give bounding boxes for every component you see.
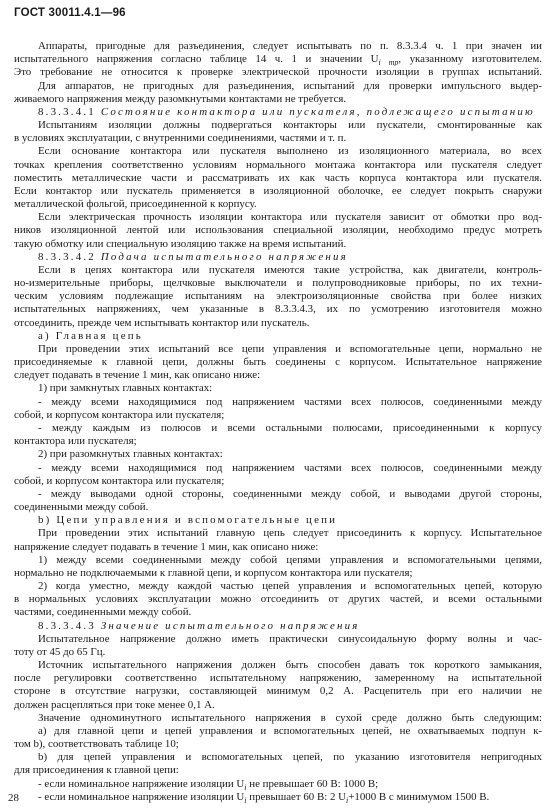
document-body <box>14 40 542 804</box>
text-fragment: - между всеми находящимися под напряжением частями всех полюсов, соединенными между <box>38 461 542 474</box>
text-fragment: том b), соответствовать таблице 10; <box>14 738 179 751</box>
text-fragment: но-измерительные приборы, щелчковые выключатели и полупроводниковые приборы, по их техни- <box>14 277 542 290</box>
text-fragment: 2) когда уместно, между каждой частью цепей управления и вспомогательных цепей, которую <box>38 580 542 593</box>
text-fragment: 1) при замкнутых главных контактах: <box>38 382 213 395</box>
text-line <box>14 53 542 66</box>
text-fragment: +1000 В с минимумом 1500 В. <box>348 790 490 803</box>
text-line <box>14 541 542 554</box>
text-line <box>14 593 542 606</box>
text-line <box>14 93 542 106</box>
text-line <box>14 145 542 158</box>
text-line <box>14 475 542 488</box>
text-line <box>14 277 542 290</box>
text-line <box>14 369 542 382</box>
text-fragment: Значение одноминутного испытательного напряжения в сухой среде должно быть следующим: <box>38 711 542 724</box>
text-line <box>14 303 542 316</box>
text-line <box>14 317 542 330</box>
text-fragment: Для аппаратов, не пригодных для разъединения, испытаний для проверки импульсного выдер- <box>38 79 542 92</box>
text-line <box>14 778 542 791</box>
text-fragment: должен расцепляться при токе менее 0,1 А. <box>14 698 215 711</box>
text-fragment: Аппараты, пригодные для разъединения, следует испытывать по п. 8.3.3.4 ч. 1 при значен ии <box>38 40 542 52</box>
page-number: 28 <box>8 792 19 804</box>
text-fragment: а) для главной цепи и цепей управления и вспомогательных цепей, не охватываемых подпун к- <box>38 724 542 737</box>
text-line <box>14 685 542 698</box>
subscript: i mp <box>378 58 399 67</box>
text-line <box>14 330 542 343</box>
text-fragment: живаемого напряжения между разомкнутыми контактами не требуется. <box>14 92 347 105</box>
text-line <box>14 251 542 264</box>
text-line <box>14 791 542 804</box>
text-fragment: собой, и корпусом контактора или пускателя; <box>14 408 225 421</box>
text-line <box>14 422 542 435</box>
text-fragment: Испытаниям изоляции должны подвергаться контакторы или пускатели, смонтированные как <box>38 119 542 132</box>
text-fragment: такую обмотку или специальную изоляцию также на время испытаний. <box>14 237 347 250</box>
text-line <box>14 159 542 172</box>
text-fragment: поместить металлические части и рассматривать их как часть корпуса контактора или пускателя. <box>14 171 542 184</box>
text-line <box>14 356 542 369</box>
text-fragment: точках крепления соответственно условиям нормального монтажа контактора или пускателя следует <box>14 158 542 171</box>
text-line <box>14 132 542 145</box>
text-fragment: превышает 60 В: 2 U <box>246 790 347 803</box>
text-fragment: Значение испытательного напряжения <box>100 619 360 632</box>
text-line <box>14 606 542 619</box>
text-fragment: ников изоляционной лентой или использования специальной изоляции, необходимо предус мотреть <box>14 224 542 237</box>
text-fragment: соединенными между собой. <box>14 501 149 514</box>
text-fragment: собой, и корпусом контактора или пускателя; <box>14 474 225 487</box>
text-line <box>14 764 542 777</box>
text-fragment: Если в цепях контактора или пускателя имеются такие устройства, как двигатели, контроль- <box>38 263 542 276</box>
text-fragment: При проведении этих испытаний все цепи управления и вспомогательные цепи, нормально не <box>38 342 542 355</box>
subscript: i <box>244 795 247 804</box>
text-line <box>14 527 542 540</box>
text-fragment: - между каждым из полюсов и всеми остальными полюсами, присоединенными к корпусу <box>38 421 542 434</box>
text-fragment: 8.3.3.4.2 <box>38 250 101 263</box>
text-line <box>14 712 542 725</box>
text-line <box>14 211 542 224</box>
text-fragment: Это требование не относится к проверке электрической прочности изоляции в группах испытаний. <box>14 66 542 79</box>
text-line <box>14 172 542 185</box>
text-line <box>14 290 542 303</box>
text-fragment: ческим условиям подлежащие испытаниям на электроизоляционные свойства при более низких <box>14 290 542 303</box>
text-fragment: 2) при разомкнутых главных контактах: <box>38 448 223 461</box>
text-fragment: частями, соединенными между собой. <box>14 606 192 619</box>
subscript: i <box>346 795 349 804</box>
text-fragment: а) Главная цепь <box>38 329 143 342</box>
text-fragment: Испытательное напряжение должно иметь практически синусоидальную форму волны и час- <box>38 632 542 645</box>
text-line <box>14 343 542 356</box>
text-line <box>14 448 542 461</box>
text-line <box>14 725 542 738</box>
text-line <box>14 514 542 527</box>
text-line <box>14 382 542 395</box>
text-line <box>14 488 542 501</box>
text-fragment: При проведении этих испытаний главную цепь следует присоединить к корпусу. Испытательное <box>38 527 542 540</box>
text-fragment: тоту от 45 до 65 Гц. <box>14 645 106 658</box>
text-line <box>14 185 542 198</box>
text-fragment: не превышает 60 В: 1000 В; <box>246 777 379 790</box>
text-line <box>14 264 542 277</box>
text-fragment: - если номинальное напряжение изоляции U <box>38 777 245 790</box>
text-fragment: Если контактор или пускатель применяется в изоляционной оболочке, ее следует покрыть снаружи <box>14 184 542 197</box>
text-fragment: после регулировки соответственно испытательному напряжению, замеренному на испытательной <box>14 672 542 685</box>
text-line <box>14 238 542 251</box>
text-fragment: испытательного напряжения согласно таблице 14 ч. 1 и значении U <box>14 53 379 66</box>
text-line <box>14 66 542 79</box>
text-fragment: Источник испытательного напряжения должен быть способен давать ток короткого замыкания, <box>38 659 542 672</box>
text-fragment: отсоединить, прежде чем испытывать контактор или пускатель. <box>14 316 310 329</box>
text-fragment: присоединяемые к главной цепи, должны быть соединены с корпусом. Испытательное напряжение <box>14 356 542 369</box>
text-line <box>14 106 542 119</box>
text-line <box>14 409 542 422</box>
text-fragment: - между всеми находящимися под напряжением частями всех полюсов, соединенными между <box>38 395 542 408</box>
text-line <box>14 435 542 448</box>
text-fragment: Подача испытательного напряжения <box>100 250 348 263</box>
text-line <box>14 567 542 580</box>
subscript: i <box>244 782 247 791</box>
text-fragment: контактора или пускателя; <box>14 435 137 448</box>
text-line <box>14 224 542 237</box>
text-line <box>14 554 542 567</box>
text-fragment: напряжение следует подавать в течение 1 мин, как описано ниже: <box>14 540 319 553</box>
text-line <box>14 633 542 646</box>
text-line <box>14 119 542 132</box>
text-line <box>14 198 542 211</box>
text-fragment: испытательных напряжениях, чем указанные в 8.3.3.4.3, их по усмотрению изготовителя можно <box>14 303 542 316</box>
text-line <box>14 40 542 53</box>
text-fragment: в нормальных условиях эксплуатации можно отсоединить от других частей, и всеми остальными <box>14 593 542 606</box>
text-fragment: Если основание контактора или пускателя выполнено из изоляционного материала, во всех <box>38 145 542 158</box>
page-header: ГОСТ 30011.4.1—96 <box>14 7 126 19</box>
text-fragment: металлической фольгой, присоединенной к корпусу. <box>14 198 257 211</box>
text-fragment: в условиях эксплуатации, с внутренними соединениями, частями и т. п. <box>14 132 347 145</box>
text-line <box>14 580 542 593</box>
text-fragment: 8.3.3.4.3 <box>38 619 101 632</box>
text-fragment: - если номинальное напряжение изоляции U <box>38 790 245 803</box>
text-fragment: b) Цепи управления и вспомогательные цепи <box>38 514 338 527</box>
text-fragment: 1) между всеми соединенными между собой цепями управления и вспомогательными цепями, <box>38 553 542 566</box>
text-fragment: Состояние контактора или пускателя, подлежащего испытанию <box>100 105 535 118</box>
text-line <box>14 699 542 712</box>
text-line <box>14 751 542 764</box>
text-line <box>14 462 542 475</box>
text-line <box>14 80 542 93</box>
text-line <box>14 620 542 633</box>
text-line <box>14 738 542 751</box>
text-line <box>14 396 542 409</box>
text-fragment: , указанному изготовителем. <box>398 53 542 66</box>
text-line <box>14 646 542 659</box>
text-fragment: для присоединения к главной цепи: <box>14 764 179 777</box>
text-fragment: 8.3.3.4.1 <box>38 105 101 118</box>
text-line <box>14 501 542 514</box>
text-fragment: нормально не подключаемыми к главной цепи, и корпусом контактора или пускателя; <box>14 566 413 579</box>
text-fragment: стороне в отсутствие нагрузки, составляющей минимум 0,2 А. Расцепитель при его наличии не <box>14 685 542 698</box>
text-line <box>14 659 542 672</box>
text-fragment: Если электрическая прочность изоляции контактора или пускателя зависит от обмотки про вод- <box>38 211 542 224</box>
text-fragment: - между выводами одной стороны, соединенными между собой, и выводами другой стороны, <box>38 487 542 500</box>
text-line <box>14 672 542 685</box>
text-fragment: b) для цепей управления и вспомогательных цепей, по указанию изготовителя непригодных <box>38 751 542 764</box>
text-fragment: следует подавать в течение 1 мин, как описано ниже: <box>14 369 261 382</box>
